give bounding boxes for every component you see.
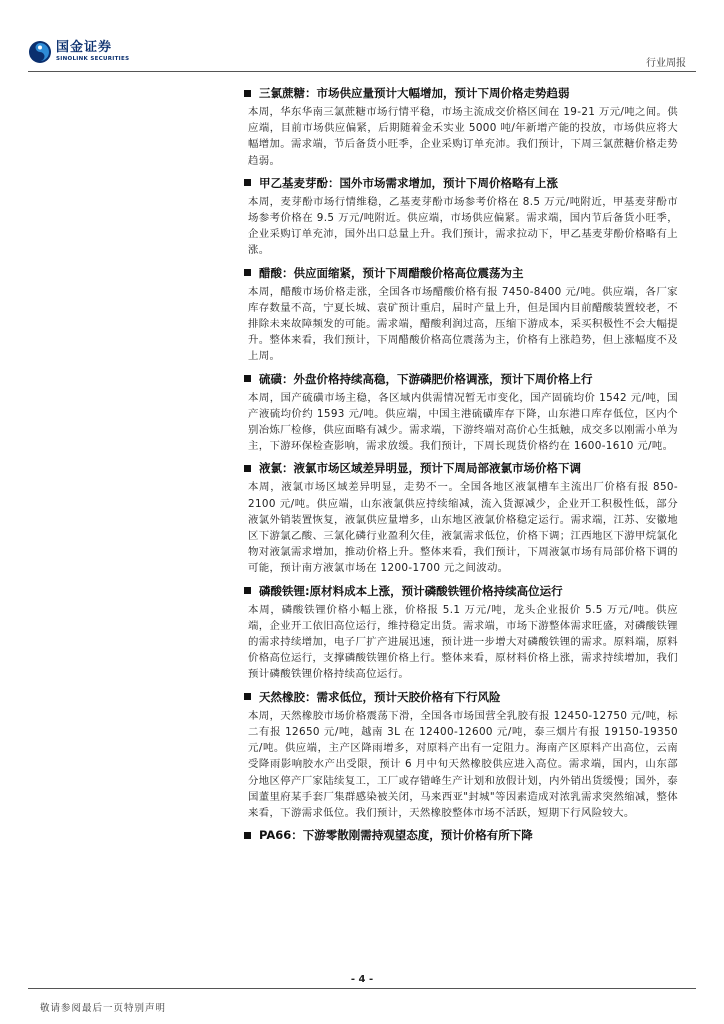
section-title: 醋酸：供应面缩紧，预计下周醋酸价格高位震荡为主 xyxy=(259,265,524,280)
section-bullet-icon xyxy=(244,832,251,839)
report-content xyxy=(248,82,688,849)
disclaimer-note: 敬请参阅最后一页特别声明 xyxy=(40,1003,167,1014)
header-divider xyxy=(28,71,696,72)
section-bullet-icon xyxy=(244,693,251,700)
section-bullet-icon xyxy=(244,465,251,472)
section-sulfur xyxy=(248,368,688,455)
section-title: 天然橡胶：需求低位，预计天胶价格有下行风险 xyxy=(259,689,501,704)
section-bullet-icon xyxy=(244,587,251,594)
section-body: 本周，醋酸市场价格走涨，全国各市场醋酸价格有报 7450-8400 元/吨。供应端，各厂家库存数量不高，宁夏长城、袁矿预计重启，届时产量上升，但是国内目前醋酸装置较老，不排除未来故障频发的可能。需求端，醋酸利润过高，压缩下游成本，采买积极性不会大幅提升。整体来看，我们预计，下周醋酸价格高位震荡为主，价格有上涨趋势，但上涨幅度不及上周。 xyxy=(248,285,678,363)
section-title: 液氯：液氯市场区域差异明显，预计下周局部液氯市场价格下调 xyxy=(259,461,581,476)
section-title: 硫磺：外盘价格持续高稳，下游磷肥价格调涨，预计下周价格上行 xyxy=(259,371,593,386)
section-body: 本周，麦芽酚市场行情维稳，乙基麦芽酚市场参考价格在 8.5 万元/吨附近，甲基麦芽酚市场参考价格在 9.5 万元/吨附近。供应端，市场供应偏紧。需求端，国内节后备货小旺季，企业采购订单充沛，国外出口总量上升。我们预计，需求拉动下，甲乙基麦芽酚价格略有上涨。 xyxy=(248,195,678,257)
logo-english-name: SINOLINK SECURITIES xyxy=(56,56,130,63)
section-body: 本周，液氯市场区域差异明显，走势不一。全国各地区液氯槽车主流出厂价格有报 850-2100 元/吨。供应端，山东液氯供应持续缩减，流入货源减少，企业开工积极性低，部分液氯外销装置恢复，液氯供应量增多，山东地区液氯价格稳定运行。需求端，江苏、安徽地区下游氯乙酸、三氯化磷行业盈利欠佳，液氯需求低位，价格下调；江西地区下游甲烷氯化物对液氯需求增加，推动价格上升。整体来看，我们预计，下周液氯市场有局部价格下调的可能，预计南方液氯市场在 1200-1700 元之间波动。 xyxy=(248,481,678,575)
footer-divider xyxy=(28,988,696,989)
section-body: 本周，磷酸铁锂价格小幅上涨，价格报 5.1 万元/吨，龙头企业报价 5.5 万元/吨。供应端，企业开工依旧高位运行，维持稳定出货。需求端，市场下游整体需求旺盛，对磷酸铁锂的需求持续增加，电子厂扩产进展迅速，预计进一步增大对磷酸铁锂的需求。原料端，原料价格高位运行，支撑磷酸铁锂价格上行。整体来看，原材料价格上涨，需求持续增加，我们预计磷酸铁锂价格持续高位运行。 xyxy=(248,603,678,681)
section-title: 磷酸铁锂:原材料成本上涨，预计磷酸铁锂价格持续高位运行 xyxy=(259,583,563,598)
section-body: 本周，国产硫磺市场主稳，各区域内供需情况暂无市变化，国产固硫均价 1542 元/吨，国产液硫均价约 1593 元/吨。供应端，中国主港硫磺库存下降，山东港口库存低位，区内个别冶炼厂检修，供应面略有减少。需求端，下游终端对高价心生抵触，成交多以刚需小单为主，下游环保检查影响，需求放缓。我们预计，下周长现货价格约在 1600-1610 元/吨。 xyxy=(248,391,678,453)
company-logo xyxy=(28,40,129,64)
page-header xyxy=(0,0,724,74)
page-number: - 4 - xyxy=(350,974,374,985)
section-lfp xyxy=(248,580,688,683)
section-body: 本周，天然橡胶市场价格震荡下滑，全国各市场国营全乳胶有报 12450-12750 元/吨，标二有报 12650 元/吨，越南 3L 在 12400-12600 元/吨，泰三烟片有报 19150-19350 元/吨。供应端，主产区降雨增多，对原料产出有一定阻力。海南产区原料产出高位，云南受降雨影响胶水产出受限，预计 6 月中旬天然橡胶供应进入高位。需求端，国内，山东部分地区停产厂家陆续复工，工厂或存错峰生产计划和放假计划，内外销出货缓慢；国外，泰国董里府某手套厂集群感染被关闭，马来西亚"封城"等因素造成对浓乳需求突然缩减，整体来看，下游需求低位。我们预计，天然橡胶整体市场不活跃，短期下行风险较大。 xyxy=(248,709,678,819)
section-title: PA66：下游零散刚需持观望态度，预计价格有所下降 xyxy=(259,828,533,843)
section-sucralose xyxy=(248,82,688,169)
sinolink-logo-icon xyxy=(28,40,52,64)
logo-chinese-name: 国金证券 xyxy=(56,40,113,56)
section-pa66 xyxy=(256,824,688,846)
section-body: 本周，华东华南三氯蔗糖市场行情平稳，市场主流成交价格区间在 19-21 万元/吨之间。供应端，目前市场供应偏紧，后期随着金禾实业 5000 吨/年新增产能的投放，市场供应将大幅增加。需求端，节后备货小旺季，企业采购订单充沛。我们预计，下周三氯蔗糖价格走势趋弱。 xyxy=(248,106,678,167)
section-acetic-acid xyxy=(248,262,688,365)
section-bullet-icon xyxy=(244,269,251,276)
section-maltol xyxy=(248,172,688,259)
section-title: 甲乙基麦芽酚：国外市场需求增加，预计下周价格略有上涨 xyxy=(259,175,558,190)
section-liquid-chlorine xyxy=(248,457,688,576)
section-natural-rubber xyxy=(248,686,688,821)
section-bullet-icon xyxy=(244,375,251,382)
section-title: 三氯蔗糖：市场供应量预计大幅增加，预计下周价格走势趋弱 xyxy=(259,86,570,100)
section-bullet-icon xyxy=(244,90,251,97)
report-type-label: 行业周报 xyxy=(646,58,686,69)
section-bullet-icon xyxy=(244,179,251,186)
